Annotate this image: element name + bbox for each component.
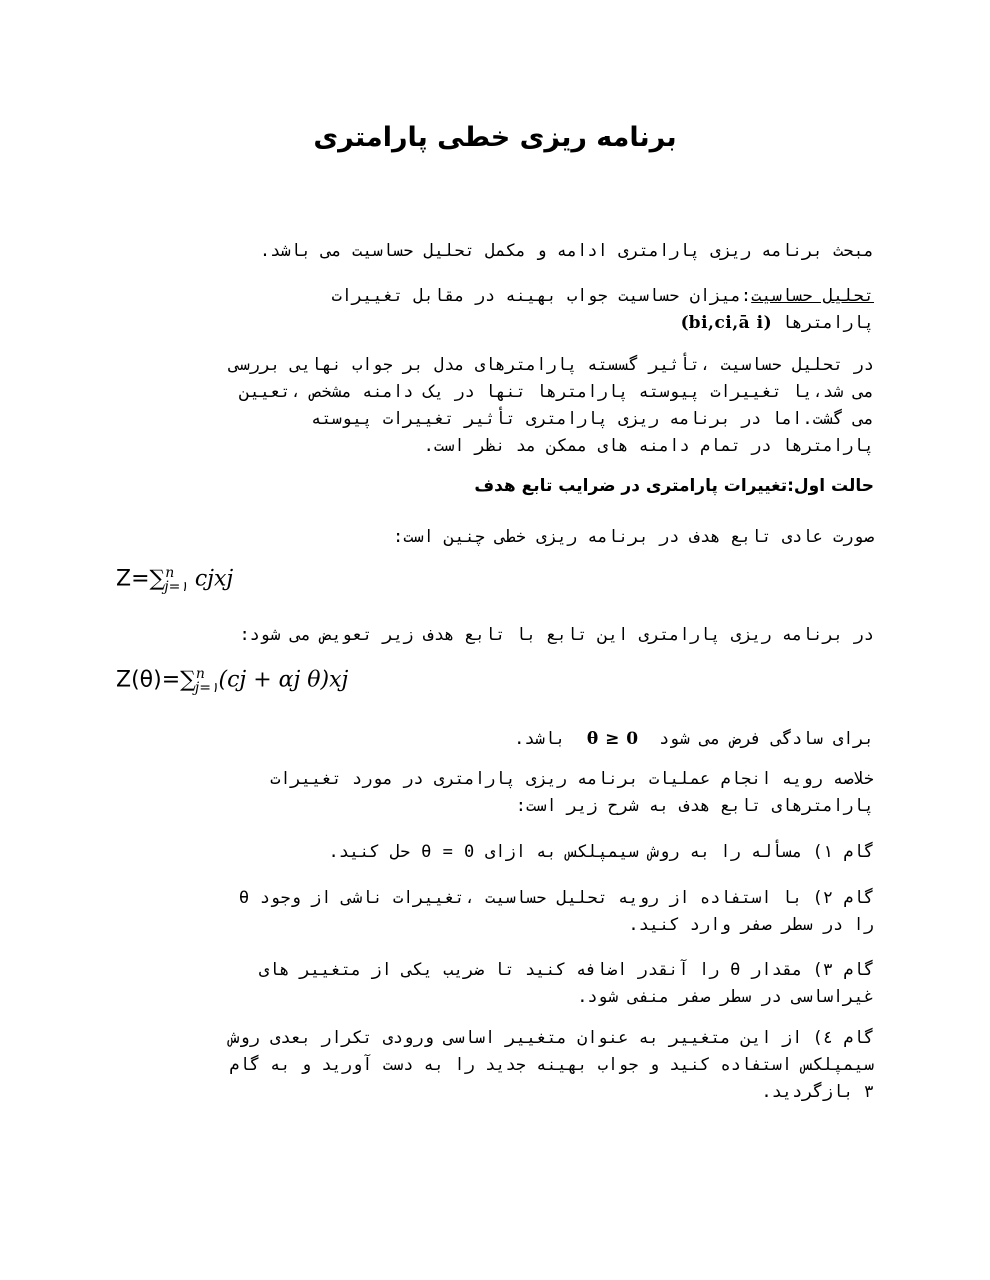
discussion-line: در تحلیل حساسیت ،تأثیر گسسته پارامترهای مدل بر جواب نهایی بررسی [229, 355, 874, 375]
parametric-formula [116, 666, 348, 696]
step-line: گام ٤) از این متغییر به عنوان متغییر اساسی ورودی تکرار بعدی روش [229, 1028, 874, 1048]
step-line: غیراساسی در سطر صفر منفی شود. [577, 987, 874, 1007]
discussion-paragraph [229, 352, 874, 460]
formula1-term: cjxj [194, 566, 234, 592]
formula2-term: (cj + αj θ)xj [218, 667, 349, 693]
sensitivity-params: (bi,ci,ā i) [680, 313, 772, 333]
step-line: سیمپلکس استفاده کنید و جواب بهینه جدید را به دست آورید و به گام [229, 1055, 874, 1075]
intro-paragraph [260, 238, 874, 265]
replace-intro-line: در برنامه ریزی پارامتری این تابع با تابع هدف زیر تعویض می شود: [239, 625, 874, 645]
sensitivity-term: تحلیل حساسیت [751, 286, 874, 306]
step-3 [259, 957, 874, 1011]
discussion-line: پارامترها در تمام دامنه های ممکن مد نظر است. [423, 436, 874, 456]
sensitivity-params-label: پارامترها [781, 313, 874, 333]
assumption-pre: برای سادگی فرض می شود [659, 729, 874, 749]
assumption-expression: θ ≥ 0 [586, 729, 639, 749]
summary-paragraph [270, 766, 874, 820]
document-title: برنامه ریزی خطی پارامتری [313, 122, 677, 153]
formula1-sigma: ∑ [149, 566, 166, 592]
formula2-sigma: ∑ [180, 667, 196, 693]
step-line: گام ۱) مسأله را به روش سیمپلکس به ازای θ = 0 حل کنید. [328, 842, 874, 862]
step-line: گام ۲) با استفاده از رویه تحلیل حساسیت ،تغییرات ناشی از وجود θ [238, 888, 874, 908]
formula1-upper: n [165, 565, 175, 581]
formula1-lower: j=۱ [164, 578, 188, 595]
summary-line: پارامترهای تابع هدف به شرح زیر است: [515, 796, 874, 816]
step-line: ۳ بازگردید. [761, 1082, 874, 1102]
discussion-line: می گشت.اما در برنامه ریزی پارامتری تأثیر تغییرات پیوسته [311, 409, 874, 429]
step-line: گام ۳) مقدار θ را آنقدر اضافه کنید تا ضریب یکی از متغییر های [258, 960, 874, 980]
formula2-upper: n [195, 666, 205, 682]
sensitivity-line-1 [332, 283, 874, 310]
objective-intro [393, 524, 874, 551]
assumption-paragraph [514, 726, 874, 753]
step-4 [229, 1025, 874, 1106]
objective-formula [116, 565, 233, 595]
step-line: را در سطر صفر وارد کنید. [628, 915, 874, 935]
sensitivity-definition-text: :میزان حساسیت جواب بهینه در مقابل تغییرات [331, 286, 752, 306]
formula2-lhs: Z(θ)= [116, 667, 181, 693]
sensitivity-definition [332, 283, 874, 337]
replace-intro [239, 622, 874, 649]
summary-line: خلاصه رویه انجام عملیات برنامه ریزی پارامتری در مورد تغییرات [270, 769, 874, 789]
step-2 [239, 885, 874, 939]
formula1-lhs: Z= [116, 566, 150, 592]
sensitivity-line-2 [332, 310, 874, 337]
case-heading: حالت اول:تغییرات پارامتری در ضرایب تابع هدف [474, 476, 874, 496]
step-1 [328, 839, 874, 866]
assumption-post: باشد. [514, 729, 566, 749]
formula2-lower: j=۱ [194, 679, 219, 696]
discussion-line: می شد،یا تغییرات پیوسته پارامترها تنها در یک دامنه مشخص ،تعیین [239, 382, 874, 402]
intro-line: مبحث برنامه ریزی پارامتری ادامه و مکمل تحلیل حساسیت می باشد. [259, 241, 874, 261]
assumption-line [514, 726, 874, 753]
objective-intro-line: صورت عادی تابع هدف در برنامه ریزی خطی چنین است: [392, 527, 874, 547]
